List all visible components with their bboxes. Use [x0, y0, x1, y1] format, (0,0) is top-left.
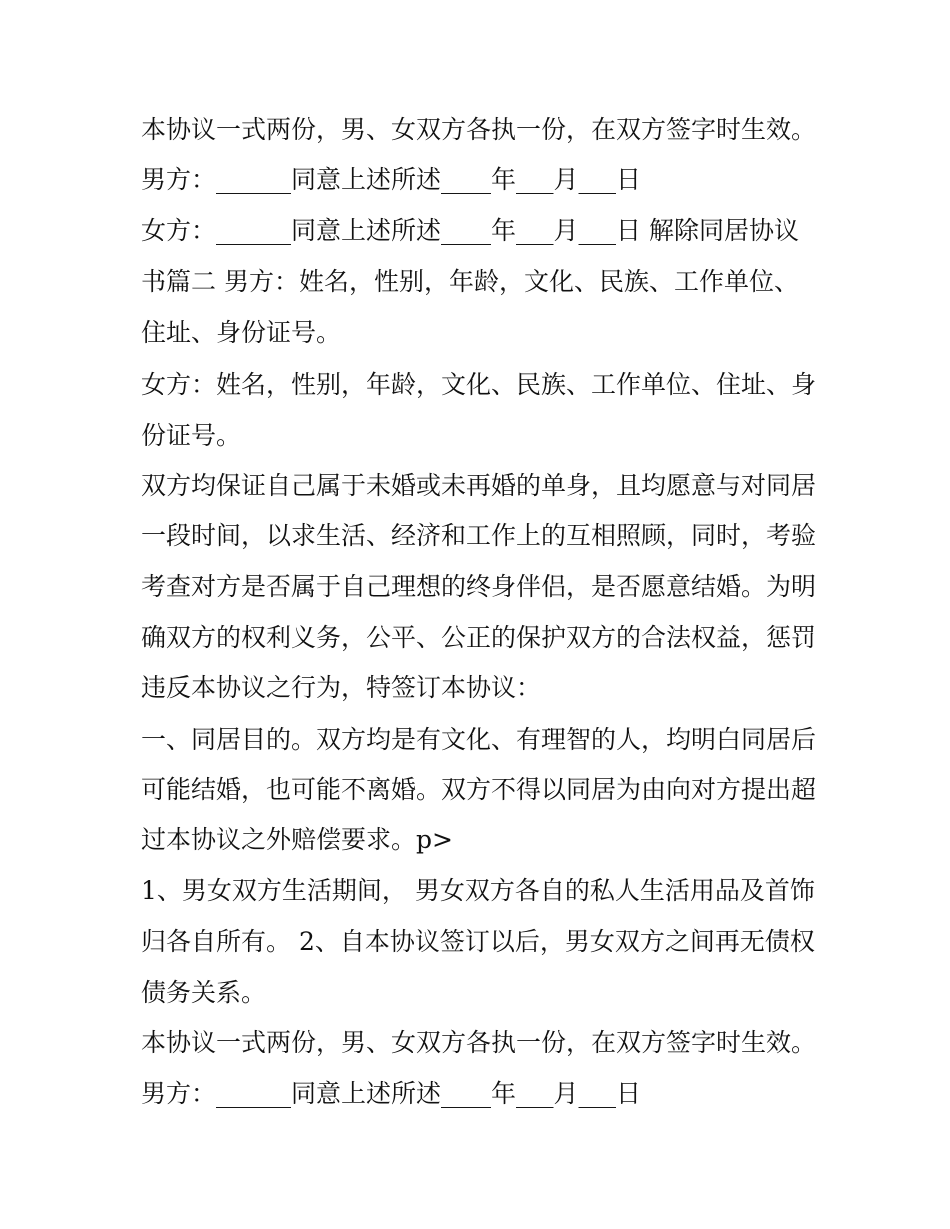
text-line: 过本协议之外赔偿要求。p> — [141, 825, 453, 854]
text-line: 一段时间，以求生活、经济和工作上的互相照顾，同时，考验 — [141, 521, 817, 550]
text-line: 男方：______同意上述所述____年___月___日 — [141, 165, 642, 194]
text-line: 确双方的权利义务，公平、公正的保护双方的合法权益，惩罚 — [141, 623, 817, 652]
text-line: 一、同居目的。双方均是有文化、有理智的人，均明白同居后 — [141, 725, 817, 754]
text-line: 考查对方是否属于自己理想的终身伴侣，是否愿意结婚。为明 — [141, 572, 817, 601]
text-line: 书篇二 男方：姓名，性别，年龄，文化、民族、工作单位、 — [141, 267, 799, 296]
text-line: 双方均保证自己属于未婚或未再婚的单身，且均愿意与对同居 — [141, 471, 817, 500]
text-line: 本协议一式两份，男、女双方各执一份，在双方签字时生效。 — [141, 115, 817, 144]
text-line: 归各自所有。 2、自本协议签订以后，男女双方之间再无债权 — [141, 927, 815, 956]
text-line: 债务关系。 — [141, 978, 267, 1007]
text-line: 男方：______同意上述所述____年___月___日 — [141, 1079, 642, 1108]
text-line: 女方：______同意上述所述____年___月___日 解除同居协议 — [141, 216, 799, 245]
text-line: 可能结婚，也可能不离婚。双方不得以同居为由向对方提出超 — [141, 775, 817, 804]
text-line: 1、男女双方生活期间， 男女双方各自的私人生活用品及首饰 — [141, 876, 815, 905]
text-line: 违反本协议之行为，特签订本协议： — [141, 673, 542, 702]
text-line: 份证号。 — [141, 421, 242, 450]
text-line: 女方：姓名，性别，年龄，文化、民族、工作单位、住址、身 — [141, 370, 817, 399]
text-line: 住址、身份证号。 — [141, 318, 342, 347]
text-line: 本协议一式两份，男、女双方各执一份，在双方签字时生效。 — [141, 1028, 817, 1057]
